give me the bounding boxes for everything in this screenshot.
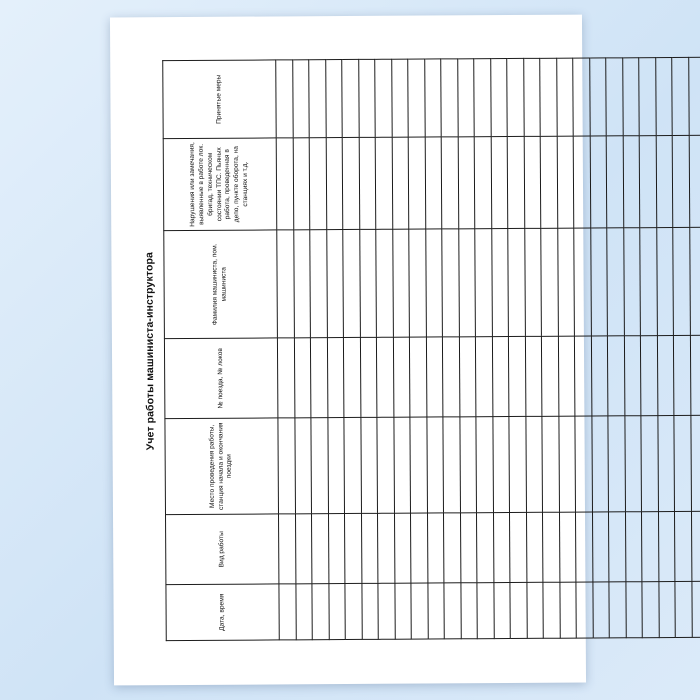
table-cell[interactable] — [557, 136, 574, 228]
table-cell[interactable] — [510, 582, 527, 638]
column-header-driver-name — [164, 230, 278, 339]
table-cell[interactable] — [492, 417, 509, 513]
table-cell[interactable] — [377, 513, 394, 583]
table-cell[interactable] — [558, 336, 575, 416]
table-cell[interactable] — [475, 337, 492, 417]
table-cell[interactable] — [657, 336, 674, 416]
table-cell[interactable] — [394, 513, 411, 583]
column-header-label: Дата, время — [218, 593, 226, 631]
table-cell[interactable] — [426, 417, 443, 513]
table-cell[interactable] — [426, 337, 443, 417]
table-cell[interactable] — [309, 60, 326, 138]
table-cell[interactable] — [607, 228, 624, 336]
table-cell[interactable] — [507, 136, 524, 228]
table-cell[interactable] — [327, 338, 344, 418]
table-cell[interactable] — [393, 337, 410, 417]
table-cell[interactable] — [526, 582, 543, 638]
table-cell[interactable] — [361, 513, 378, 583]
table-cell[interactable] — [425, 229, 442, 337]
table-cell[interactable] — [542, 512, 559, 582]
table-cell[interactable] — [658, 512, 675, 582]
table-cell[interactable] — [376, 229, 393, 337]
table-cell[interactable] — [361, 583, 378, 639]
table-cell[interactable] — [410, 417, 427, 513]
table-cell[interactable] — [623, 228, 640, 336]
table-cell[interactable] — [460, 583, 477, 639]
table-cell[interactable] — [293, 138, 310, 230]
table-cell[interactable] — [474, 137, 491, 229]
column-header-label: Принятые меры — [214, 74, 223, 124]
table-cell[interactable] — [559, 512, 576, 582]
work-log-table — [162, 57, 700, 641]
table-cell[interactable] — [625, 582, 642, 638]
table-cell[interactable] — [573, 136, 590, 228]
table-cell[interactable] — [392, 229, 409, 337]
table-cell[interactable] — [573, 58, 590, 136]
table-cell[interactable] — [294, 338, 311, 418]
paper-sheet — [110, 15, 586, 686]
table-cell[interactable] — [477, 583, 494, 639]
table-cell[interactable] — [625, 512, 642, 582]
table-cell[interactable] — [688, 57, 700, 135]
table-cell[interactable] — [691, 511, 700, 581]
table-cell[interactable] — [592, 512, 609, 582]
table-cell[interactable] — [325, 60, 342, 138]
table-cell[interactable] — [443, 513, 460, 583]
table-cell[interactable] — [376, 337, 393, 417]
table-cell[interactable] — [342, 137, 359, 229]
table-cell[interactable] — [592, 582, 609, 638]
table-cell[interactable] — [343, 229, 360, 337]
table-cell[interactable] — [608, 512, 625, 582]
table-cell[interactable] — [295, 584, 312, 640]
table-cell[interactable] — [641, 416, 658, 512]
table-cell[interactable] — [459, 417, 476, 513]
table-cell[interactable] — [360, 337, 377, 417]
table-cell[interactable] — [655, 58, 672, 136]
table-cell[interactable] — [295, 514, 312, 584]
table-cell[interactable] — [328, 514, 345, 584]
table-cell[interactable] — [524, 136, 541, 228]
table-cell[interactable] — [310, 230, 327, 338]
table-cell[interactable] — [326, 230, 343, 338]
table-cell[interactable] — [343, 337, 360, 417]
table-cell[interactable] — [591, 336, 608, 416]
column-header-work-type — [166, 514, 279, 585]
table-cell[interactable] — [278, 418, 295, 514]
table-cell[interactable] — [543, 582, 560, 638]
table-cell[interactable] — [493, 583, 510, 639]
table-cell[interactable] — [491, 229, 508, 337]
table-cell[interactable] — [311, 418, 328, 514]
table-cell[interactable] — [279, 514, 296, 584]
table-cell[interactable] — [642, 582, 659, 638]
table-cell[interactable] — [609, 582, 626, 638]
table-cell[interactable] — [525, 416, 542, 512]
table-cell[interactable] — [689, 135, 700, 227]
column-header-label: № поезда, № локов — [216, 348, 224, 409]
table-cell[interactable] — [575, 416, 592, 512]
table-cell[interactable] — [276, 138, 293, 230]
table-cell[interactable] — [624, 336, 641, 416]
table-cell[interactable] — [424, 59, 441, 137]
table-cell[interactable] — [377, 417, 394, 513]
table-cell[interactable] — [606, 136, 623, 228]
table-cell[interactable] — [674, 415, 691, 511]
table-cell[interactable] — [392, 137, 409, 229]
table-cell[interactable] — [326, 138, 343, 230]
table-cell[interactable] — [574, 336, 591, 416]
table-cell[interactable] — [391, 59, 408, 137]
table-cell[interactable] — [591, 416, 608, 512]
table-cell[interactable] — [641, 512, 658, 582]
table-cell[interactable] — [657, 416, 674, 512]
table-cell[interactable] — [359, 229, 376, 337]
table-cell[interactable] — [656, 228, 673, 336]
table-cell[interactable] — [293, 230, 310, 338]
page-title: Учет работы машиниста-инструктора — [143, 252, 157, 451]
table-cell[interactable] — [442, 229, 459, 337]
table-cell[interactable] — [378, 583, 395, 639]
table-cell[interactable] — [690, 415, 700, 511]
table-cell[interactable] — [342, 59, 359, 137]
column-header-location — [165, 418, 279, 515]
table-cell[interactable] — [541, 228, 558, 336]
table-cell[interactable] — [493, 513, 510, 583]
column-header-label: Вид работы — [217, 531, 225, 568]
table-cell[interactable] — [411, 583, 428, 639]
table-cell[interactable] — [427, 583, 444, 639]
table-cell[interactable] — [540, 136, 557, 228]
table-cell[interactable] — [457, 59, 474, 137]
table-cell[interactable] — [311, 514, 328, 584]
table-cell[interactable] — [427, 513, 444, 583]
table-cell[interactable] — [525, 336, 542, 416]
table-cell[interactable] — [279, 584, 296, 640]
table-cell[interactable] — [360, 417, 377, 513]
table-cell[interactable] — [476, 513, 493, 583]
table-cell[interactable] — [675, 581, 692, 637]
table-cell[interactable] — [542, 416, 559, 512]
table-cell[interactable] — [624, 416, 641, 512]
table-cell[interactable] — [608, 416, 625, 512]
table-cell[interactable] — [559, 582, 576, 638]
table-cell[interactable] — [476, 417, 493, 513]
table-cell[interactable] — [576, 582, 593, 638]
table-cell[interactable] — [310, 338, 327, 418]
table-cell[interactable] — [441, 137, 458, 229]
table-cell[interactable] — [344, 513, 361, 583]
table-cell[interactable] — [558, 416, 575, 512]
table-cell[interactable] — [409, 229, 426, 337]
table-cell[interactable] — [375, 137, 392, 229]
table-cell[interactable] — [375, 59, 392, 137]
table-cell[interactable] — [408, 137, 425, 229]
table-cell[interactable] — [656, 136, 673, 228]
table-cell[interactable] — [606, 58, 623, 136]
table-cell[interactable] — [672, 57, 689, 135]
table-cell[interactable] — [442, 337, 459, 417]
table-cell[interactable] — [658, 582, 675, 638]
table-cell[interactable] — [690, 335, 700, 415]
table-cell[interactable] — [557, 228, 574, 336]
table-cell[interactable] — [444, 583, 461, 639]
table-cell[interactable] — [674, 511, 691, 581]
table-cell[interactable] — [393, 417, 410, 513]
table-cell[interactable] — [639, 58, 656, 136]
table-cell[interactable] — [640, 336, 657, 416]
table-cell[interactable] — [556, 58, 573, 136]
table-cell[interactable] — [574, 228, 591, 336]
table-cell[interactable] — [359, 137, 376, 229]
table-cell[interactable] — [425, 137, 442, 229]
table-cell[interactable] — [394, 583, 411, 639]
table-cell[interactable] — [474, 59, 491, 137]
table-cell[interactable] — [590, 228, 607, 336]
table-cell[interactable] — [508, 336, 525, 416]
table-cell[interactable] — [526, 512, 543, 582]
table-cell[interactable] — [691, 581, 700, 637]
table-cell[interactable] — [328, 584, 345, 640]
table-cell[interactable] — [294, 418, 311, 514]
table-cell[interactable] — [312, 584, 329, 640]
table-cell[interactable] — [623, 136, 640, 228]
table-cell[interactable] — [590, 136, 607, 228]
column-header-violations — [163, 138, 277, 231]
table-cell[interactable] — [475, 229, 492, 337]
table-cell[interactable] — [458, 229, 475, 337]
table-cell[interactable] — [410, 513, 427, 583]
table-cell[interactable] — [639, 136, 656, 228]
table-cell[interactable] — [509, 512, 526, 582]
table-cell[interactable] — [345, 583, 362, 639]
table-cell[interactable] — [292, 60, 309, 138]
table-cell[interactable] — [622, 58, 639, 136]
table-cell[interactable] — [673, 227, 690, 335]
table-cell[interactable] — [508, 228, 525, 336]
table-cell[interactable] — [344, 417, 361, 513]
table-cell[interactable] — [441, 59, 458, 137]
table-cell[interactable] — [459, 337, 476, 417]
table-cell[interactable] — [309, 138, 326, 230]
column-header-measures-taken — [163, 60, 276, 139]
table-cell[interactable] — [575, 512, 592, 582]
table-cell[interactable] — [358, 59, 375, 137]
table-cell[interactable] — [640, 228, 657, 336]
table-cell[interactable] — [443, 417, 460, 513]
column-header-train-number — [164, 338, 277, 419]
column-header-date — [166, 584, 279, 641]
table-cell[interactable] — [524, 228, 541, 336]
table-cell[interactable] — [327, 418, 344, 514]
table-cell[interactable] — [408, 59, 425, 137]
table-cell[interactable] — [589, 58, 606, 136]
table-cell[interactable] — [607, 336, 624, 416]
table-cell[interactable] — [672, 135, 689, 227]
table-cell[interactable] — [523, 58, 540, 136]
table-cell[interactable] — [490, 59, 507, 137]
table-cell[interactable] — [541, 336, 558, 416]
table-cell[interactable] — [277, 338, 294, 418]
table-cell[interactable] — [460, 513, 477, 583]
table-cell[interactable] — [492, 337, 509, 417]
form-document — [136, 49, 560, 652]
column-header-label: Место проведения работы, станция начала и окончания поездки — [208, 422, 234, 511]
column-header-label: Нарушения или замечания, выявленные в работе лок. бригад, техническом состоянии ТПС. Пьяных работа, проведенная в депо, пункте оборота, на станциях и т.д. — [188, 142, 250, 227]
table-body — [276, 57, 700, 640]
table-cell[interactable] — [491, 137, 508, 229]
table-cell[interactable] — [689, 227, 700, 335]
table-cell[interactable] — [276, 60, 293, 138]
table-cell[interactable] — [509, 416, 526, 512]
table-cell[interactable] — [458, 137, 475, 229]
table-header — [163, 60, 280, 641]
table-header-row — [163, 60, 280, 641]
table-cell[interactable] — [540, 58, 557, 136]
table-cell[interactable] — [277, 230, 294, 338]
table-cell[interactable] — [507, 58, 524, 136]
table-cell[interactable] — [673, 335, 690, 415]
table-cell[interactable] — [409, 337, 426, 417]
column-header-label: Фамилия машиниста, пом. машиниста — [211, 243, 228, 326]
